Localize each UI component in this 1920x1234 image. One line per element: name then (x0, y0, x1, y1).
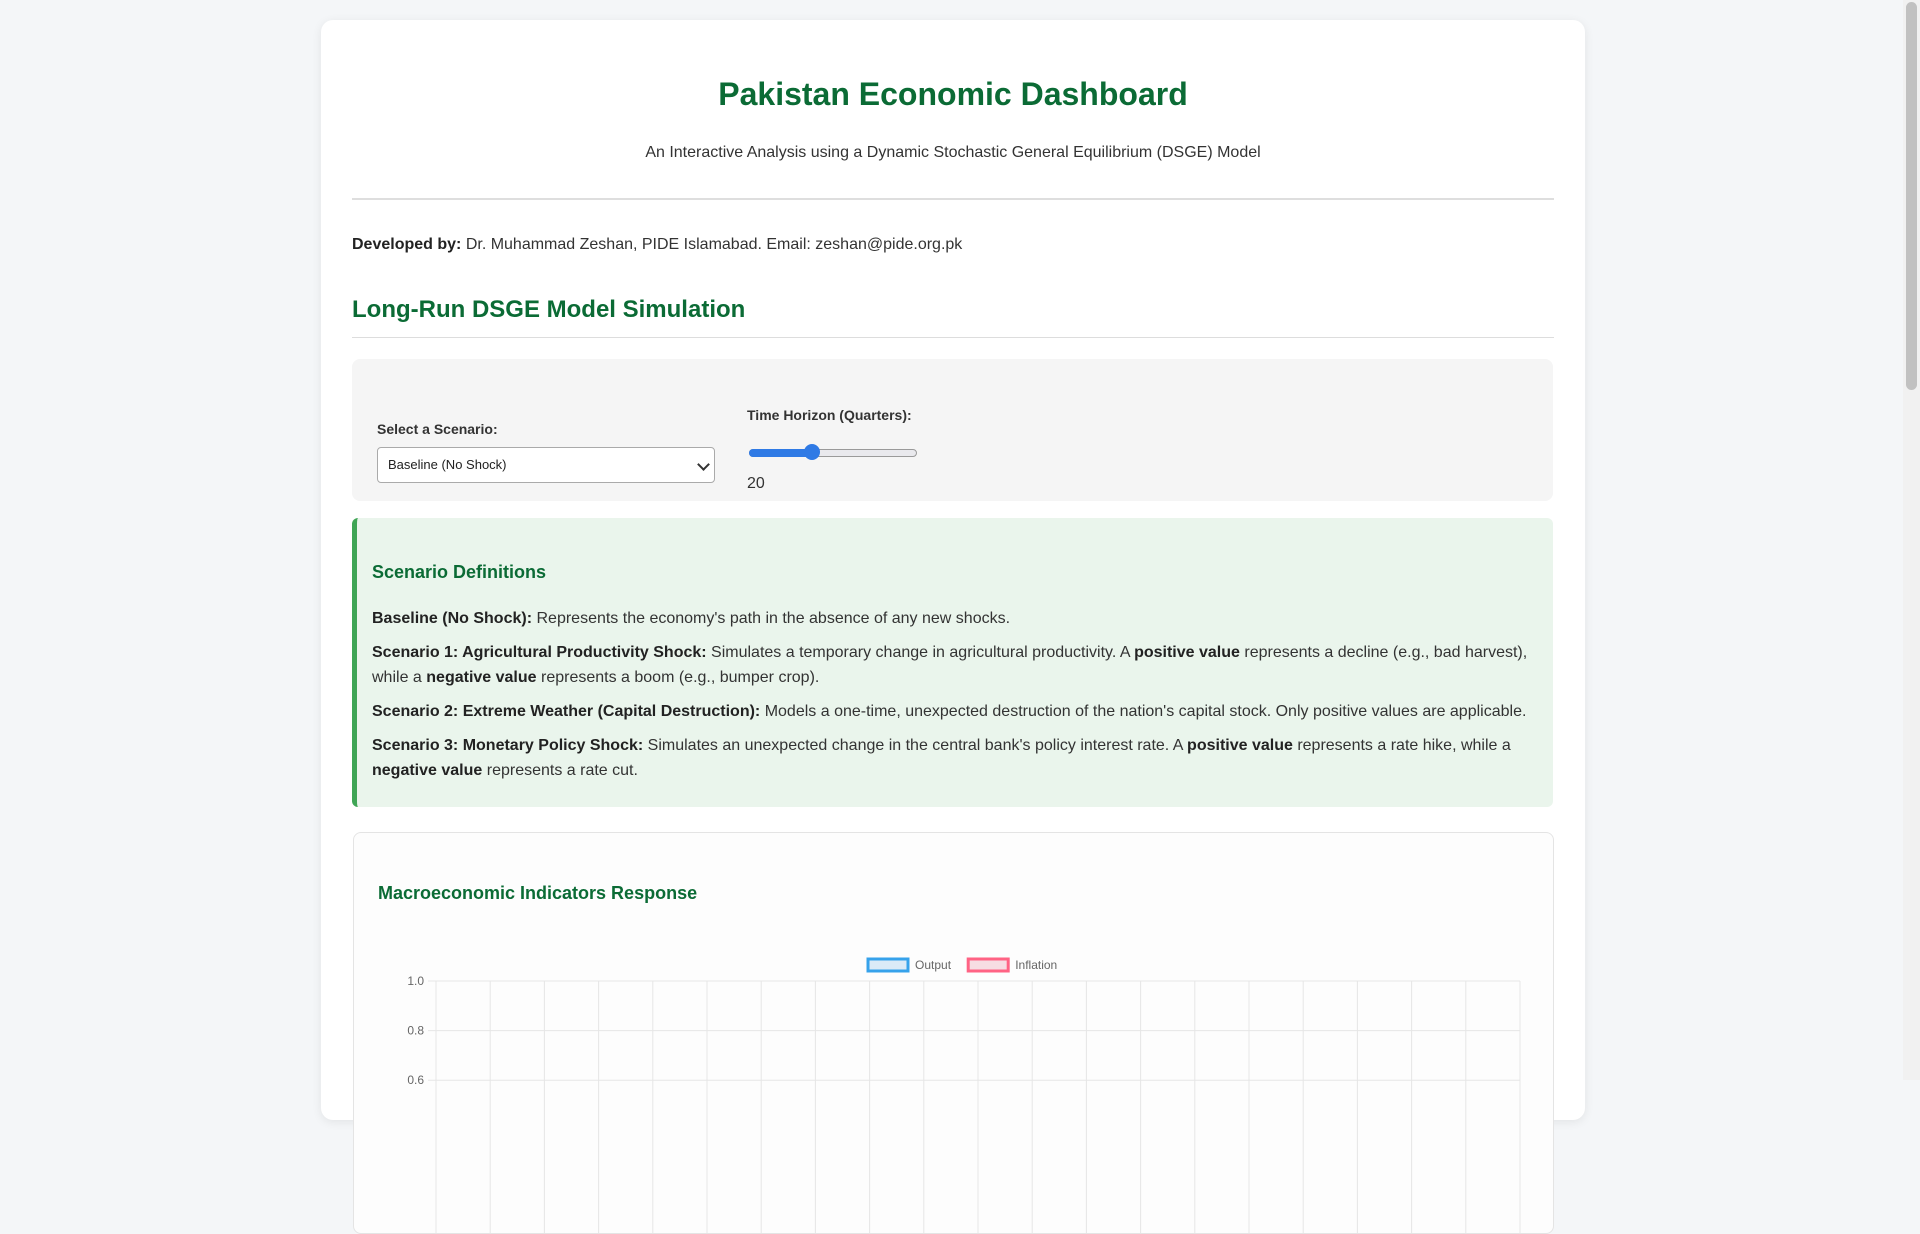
definition-scenario-2 (372, 699, 1532, 724)
definition-text: represents a rate cut. (486, 762, 638, 779)
horizon-slider[interactable] (749, 444, 917, 460)
definition-text: represents a boom (e.g., bumper crop). (541, 669, 820, 686)
definition-text: represents a decline (e.g., bad harvest), while a (372, 644, 1528, 686)
definition-text: represents a rate hike, while a (1297, 737, 1511, 754)
chart-canvas (354, 833, 1553, 1233)
page-scrollbar[interactable] (1903, 0, 1920, 1080)
y-tick-label: 0.8 (407, 1023, 424, 1038)
developer-credit (352, 236, 962, 254)
y-tick-label: 1.0 (407, 974, 424, 988)
definition-baseline (372, 606, 1532, 631)
definition-emphasis: positive value (1134, 644, 1240, 661)
scenario-label: Select a Scenario: (377, 421, 498, 437)
header-divider (352, 198, 1554, 200)
chevron-down-icon (697, 458, 710, 471)
definition-scenario-3 (372, 733, 1532, 783)
scenario-select[interactable] (377, 447, 715, 483)
definition-term: Scenario 2: Extreme Weather (Capital Destruction): (372, 703, 761, 720)
legend-label-inflation: Inflation (1015, 958, 1058, 972)
legend-swatch-output (868, 959, 908, 971)
definition-term: Baseline (No Shock): (372, 610, 533, 627)
definition-term: Scenario 3: Monetary Policy Shock: (372, 737, 644, 754)
slider-thumb[interactable] (804, 444, 820, 460)
page-title: Pakistan Economic Dashboard (718, 76, 1188, 112)
definition-emphasis: positive value (1187, 737, 1293, 754)
scrollbar-thumb[interactable] (1906, 2, 1917, 390)
controls-panel (352, 359, 1553, 501)
legend-swatch-inflation (968, 959, 1008, 971)
definition-text: Represents the economy's path in the absence of any new shocks. (536, 610, 1011, 627)
slider-fill (749, 449, 812, 457)
scenario-select-value: Baseline (No Shock) (388, 457, 507, 472)
scenario-definitions (352, 518, 1553, 807)
dashboard-card (321, 20, 1585, 1120)
horizon-label: Time Horizon (Quarters): (747, 407, 912, 423)
section-divider (352, 337, 1554, 338)
definition-term: Scenario 1: Agricultural Productivity Shock: (372, 644, 707, 661)
definition-emphasis: negative value (372, 762, 483, 779)
definition-text: Simulates an unexpected change in the central bank's policy interest rate. A (647, 737, 1183, 754)
definition-text: Models a one-time, unexpected destruction of the nation's capital stock. Only positive values are applicable. (764, 703, 1527, 720)
page-subtitle: An Interactive Analysis using a Dynamic Stochastic General Equilibrium (DSGE) Model (645, 144, 1261, 161)
developer-label: Developed by: (352, 236, 462, 253)
developer-text: Dr. Muhammad Zeshan, PIDE Islamabad. Email: zeshan@pide.org.pk (465, 236, 963, 253)
definition-emphasis: negative value (426, 669, 537, 686)
chart-title: Macroeconomic Indicators Response (378, 883, 698, 903)
y-tick-label: 0.6 (407, 1073, 424, 1088)
horizon-value: 20 (747, 475, 765, 492)
section-title: Long-Run DSGE Model Simulation (352, 296, 746, 323)
definitions-title: Scenario Definitions (372, 562, 547, 582)
definition-text: Simulates a temporary change in agricultural productivity. A (711, 644, 1130, 661)
definition-scenario-1 (372, 640, 1532, 690)
legend-label-output: Output (915, 958, 952, 972)
chart-card (353, 832, 1554, 1234)
